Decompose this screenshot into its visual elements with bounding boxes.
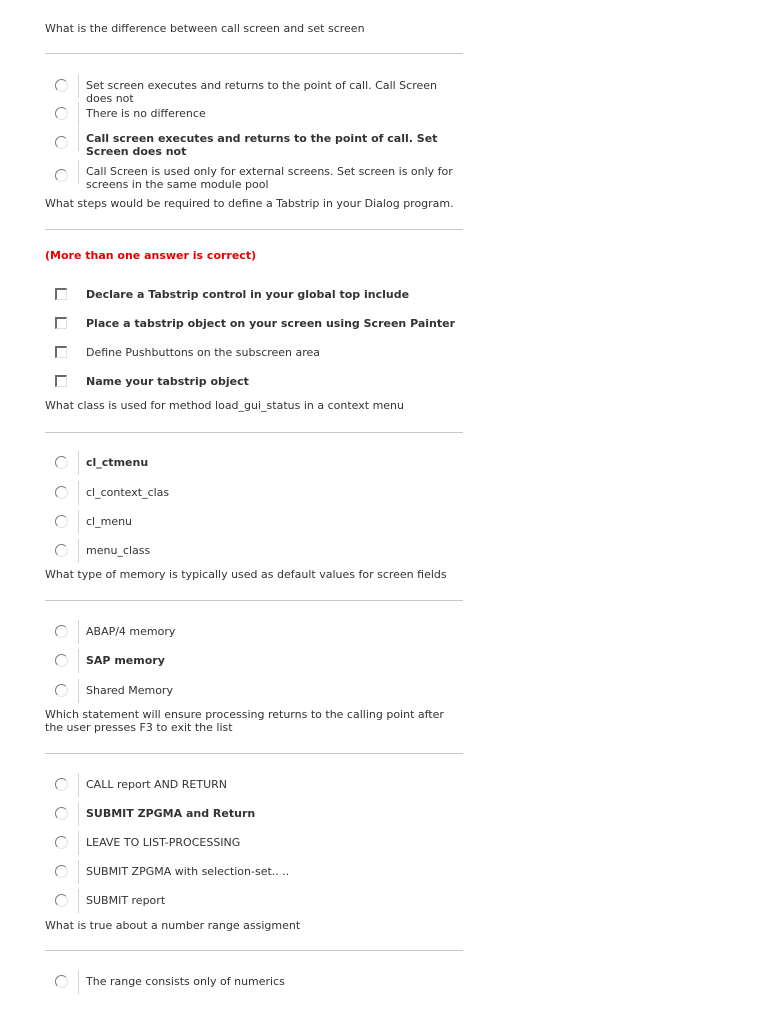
option-label: Define Pushbuttons on the subscreen area <box>86 346 321 359</box>
option-label: Place a tabstrip object on your screen using Screen Painter <box>86 317 456 330</box>
option-separator <box>78 539 79 563</box>
radio-button[interactable] <box>55 544 68 557</box>
question-3-text: What class is used for method load_gui_status in a context menu <box>45 399 404 412</box>
option-label: SUBMIT ZPGMA and Return <box>86 807 256 820</box>
option-separator <box>78 831 79 855</box>
question-2-text: What steps would be required to define a Tabstrip in your Dialog program. <box>45 197 454 210</box>
option-label: The range consists only of numerics <box>86 975 285 988</box>
option-label: SAP memory <box>86 654 165 667</box>
option-separator <box>78 451 79 475</box>
q3-option-1[interactable] <box>55 456 465 484</box>
option-separator <box>78 620 79 644</box>
option-separator <box>78 773 79 797</box>
option-label: LEAVE TO LIST-PROCESSING <box>86 836 241 849</box>
option-label: cl_ctmenu <box>86 456 149 469</box>
question-5-text: Which statement will ensure processing returns to the calling point after the user presses F3 to exit the list <box>45 708 444 734</box>
checkbox[interactable] <box>55 317 67 329</box>
q2-option-3[interactable] <box>55 346 465 374</box>
radio-button[interactable] <box>55 136 68 149</box>
radio-button[interactable] <box>55 807 68 820</box>
radio-button[interactable] <box>55 894 68 907</box>
option-separator <box>78 160 79 184</box>
option-label: Call Screen is used only for external screens. Set screen is only for screens in the same module pool <box>86 165 453 191</box>
question-6-text: What is true about a number range assigment <box>45 919 301 932</box>
option-separator <box>78 510 79 534</box>
q4-option-1[interactable] <box>55 625 465 653</box>
radio-button[interactable] <box>55 778 68 791</box>
option-label: Call screen executes and returns to the point of call. Set Screen does not <box>86 132 438 158</box>
q5-option-3[interactable] <box>55 836 465 864</box>
option-separator <box>78 649 79 673</box>
option-separator <box>78 679 79 703</box>
question-4-text: What type of memory is typically used as default values for screen fields <box>45 568 447 581</box>
q4-option-2[interactable] <box>55 654 465 682</box>
option-label: ABAP/4 memory <box>86 625 176 638</box>
option-label: cl_menu <box>86 515 133 528</box>
q2-option-2[interactable] <box>55 317 465 345</box>
radio-button[interactable] <box>55 865 68 878</box>
option-label: Name your tabstrip object <box>86 375 249 388</box>
q1-option-2[interactable] <box>55 107 465 135</box>
q3-option-2[interactable] <box>55 486 465 514</box>
q5-option-2[interactable] <box>55 807 465 835</box>
radio-button[interactable] <box>55 515 68 528</box>
radio-button[interactable] <box>55 975 68 988</box>
option-separator <box>78 970 79 994</box>
option-label: menu_class <box>86 544 151 557</box>
radio-button[interactable] <box>55 625 68 638</box>
option-separator <box>78 481 79 505</box>
q1-option-3[interactable] <box>55 132 465 160</box>
option-label: Declare a Tabstrip control in your global top include <box>86 288 410 301</box>
radio-button[interactable] <box>55 836 68 849</box>
q1-option-1[interactable] <box>55 79 465 107</box>
option-label: CALL report AND RETURN <box>86 778 228 791</box>
q2-option-1[interactable] <box>55 288 465 316</box>
option-label: SUBMIT ZPGMA with selection-set.. .. <box>86 865 290 878</box>
question-2-divider <box>45 229 463 230</box>
option-separator <box>78 102 79 126</box>
option-separator <box>78 74 79 98</box>
checkbox[interactable] <box>55 346 67 358</box>
radio-button[interactable] <box>55 684 68 697</box>
q6-option-1[interactable] <box>55 975 465 1003</box>
option-separator <box>78 860 79 884</box>
q5-option-1[interactable] <box>55 778 465 806</box>
q5-option-5[interactable] <box>55 894 465 922</box>
radio-button[interactable] <box>55 169 68 182</box>
q5-option-4[interactable] <box>55 865 465 893</box>
radio-button[interactable] <box>55 486 68 499</box>
option-label: Shared Memory <box>86 684 173 697</box>
question-1-divider <box>45 53 463 54</box>
question-3-divider <box>45 432 463 433</box>
q1-option-4[interactable] <box>55 165 465 193</box>
radio-button[interactable] <box>55 79 68 92</box>
question-6-divider <box>45 950 463 951</box>
option-separator <box>78 802 79 826</box>
radio-button[interactable] <box>55 456 68 469</box>
question-5-divider <box>45 753 463 754</box>
option-label: SUBMIT report <box>86 894 166 907</box>
option-label: Set screen executes and returns to the point of call. Call Screen does not <box>86 79 437 105</box>
q3-option-3[interactable] <box>55 515 465 543</box>
radio-button[interactable] <box>55 654 68 667</box>
option-separator <box>78 127 79 151</box>
option-label: There is no difference <box>86 107 206 120</box>
radio-button[interactable] <box>55 107 68 120</box>
checkbox[interactable] <box>55 375 67 387</box>
question-4-divider <box>45 600 463 601</box>
multiple-answer-note: (More than one answer is correct) <box>45 249 257 262</box>
option-label: cl_context_clas <box>86 486 170 499</box>
option-separator <box>78 889 79 913</box>
question-1-text: What is the difference between call screen and set screen <box>45 22 365 35</box>
checkbox[interactable] <box>55 288 67 300</box>
